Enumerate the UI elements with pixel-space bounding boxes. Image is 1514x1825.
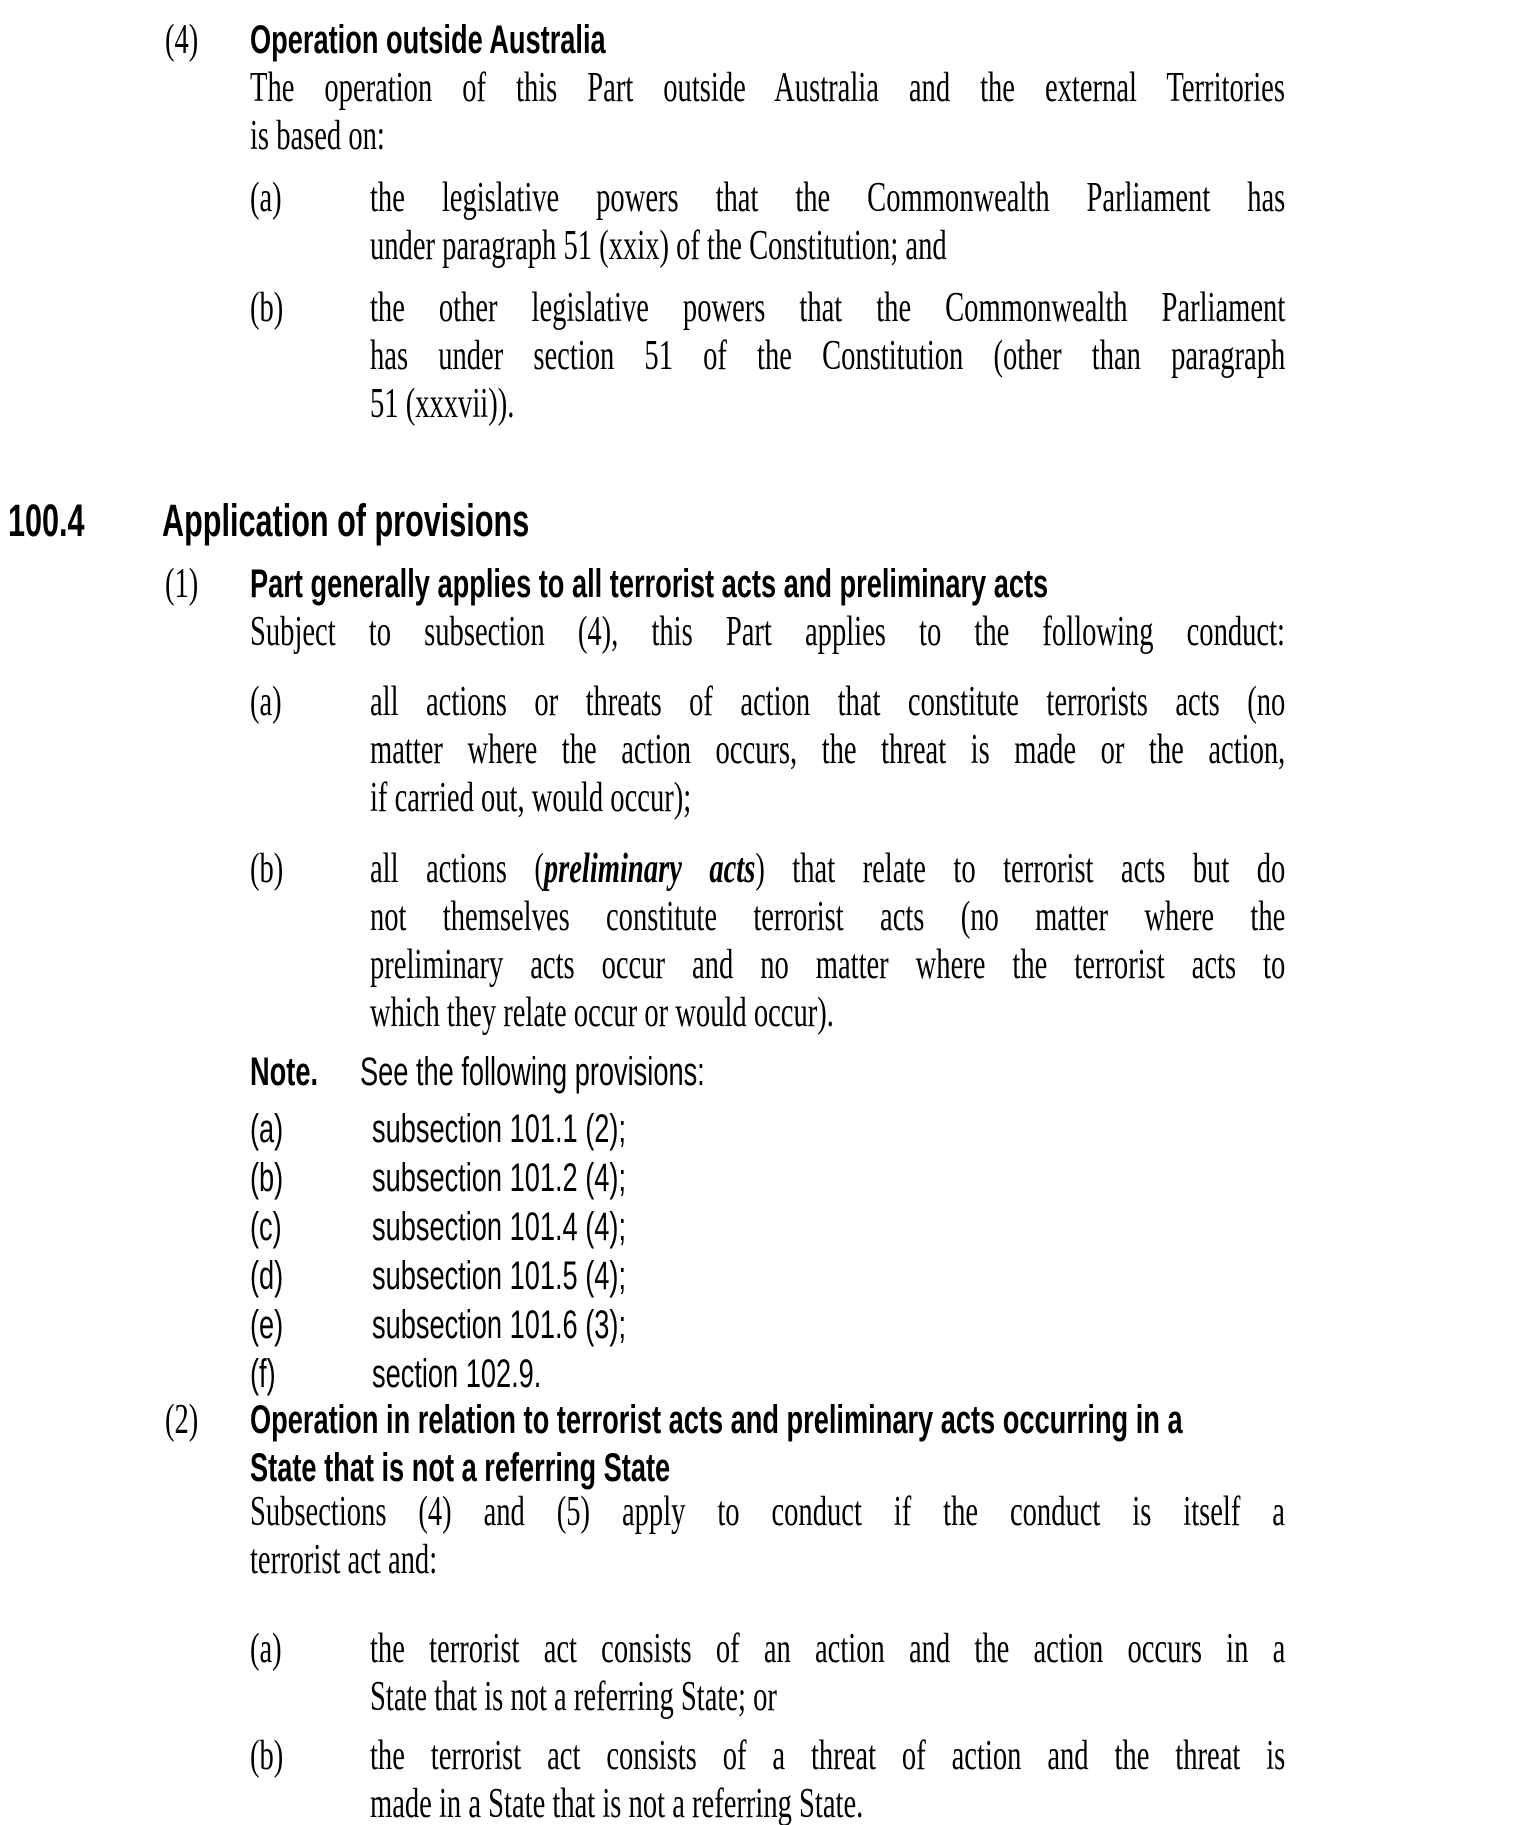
text-segment: all actions ( [370,846,544,892]
subsection-2-marker: (2) [165,1397,199,1443]
paragraph-line: under paragraph 51 (xxix) of the Constitution; and [370,223,947,269]
subsection-2-item-a-text [370,1625,1285,1721]
paragraph-line: preliminary acts occur and no matter where the terrorist acts to [370,942,1286,988]
note-item-text: subsection 101.5 (4); [372,1254,627,1298]
subsection-1-item-b-marker: (b) [250,846,284,892]
paragraph-line: is based on: [250,113,385,159]
subsection-2-body [250,1488,1285,1584]
paragraph-line: 51 (xxxvii)). [370,381,515,427]
subsection-1-body [250,608,1285,656]
note-item-marker: (f) [250,1352,276,1396]
paragraph-line: the terrorist act consists of a threat of action and the threat is [370,1733,1286,1779]
subsection-4-heading: Operation outside Australia [250,18,606,62]
section-number: 100.4 [8,495,85,546]
paragraph-line: the other legislative powers that the Commonwealth Parliament [370,285,1286,331]
note-label: Note. [250,1050,318,1094]
note-item-text: subsection 101.1 (2); [372,1107,627,1151]
heading-line: State that is not a referring State [250,1446,671,1490]
note-item-marker: (a) [250,1107,284,1151]
paragraph-line: Subject to subsection (4), this Part applies to the following conduct: [250,609,1285,655]
paragraph-line: the legislative powers that the Commonwealth Parliament has [370,175,1286,221]
subsection-1-item-b-text [370,845,1285,1037]
note-item-text: subsection 101.4 (4); [372,1205,627,1249]
subsection-1-heading: Part generally applies to all terrorist acts and preliminary acts [250,562,1049,606]
subsection-4-item-b-text [370,284,1285,428]
subsection-4-body [250,64,1285,160]
paragraph-line: State that is not a referring State; or [370,1674,777,1720]
subsection-1-marker: (1) [165,561,199,607]
subsection-4-marker: (4) [165,17,199,63]
subsection-1-item-a-text [370,678,1285,822]
paragraph-line: matter where the action occurs, the threat is made or the action, [370,727,1286,773]
subsection-4-item-b-marker: (b) [250,285,284,331]
paragraph-line: has under section 51 of the Constitution (other than paragraph [370,333,1286,379]
note-item-marker: (b) [250,1156,284,1200]
note-item-marker: (d) [250,1254,284,1298]
subsection-2-heading [250,1396,1285,1492]
note-item-marker: (c) [250,1205,282,1249]
paragraph-line: terrorist act and: [250,1537,438,1583]
paragraph-line [370,845,1285,893]
section-title: Application of provisions [162,495,530,546]
note-item-text: subsection 101.2 (4); [372,1156,627,1200]
paragraph-line: the terrorist act consists of an action and the action occurs in a [370,1626,1286,1672]
note-intro: See the following provisions: [360,1050,705,1094]
defined-term-preliminary-acts: preliminary acts [543,846,756,892]
paragraph-line: if carried out, would occur); [370,775,692,821]
subsection-2-item-b-marker: (b) [250,1733,284,1779]
paragraph-line: The operation of this Part outside Australia and the external Territories [250,65,1285,111]
subsection-1-item-a-marker: (a) [250,679,282,725]
subsection-4-item-a-marker: (a) [250,175,282,221]
subsection-4-item-a-text [370,174,1285,270]
paragraph-line: all actions or threats of action that constitute terrorists acts (no [370,679,1286,725]
text-segment: ) that relate to terrorist acts but do [755,846,1286,892]
heading-line: Operation in relation to terrorist acts and preliminary acts occurring in a [250,1398,1183,1442]
note-item-text: section 102.9. [372,1352,542,1396]
paragraph-line: which they relate occur or would occur). [370,990,834,1036]
subsection-2-item-b-text [370,1732,1285,1825]
paragraph-line: made in a State that is not a referring State. [370,1781,864,1825]
paragraph-line: not themselves constitute terrorist acts (no matter where the [370,894,1286,940]
note-item-marker: (e) [250,1303,284,1347]
paragraph-line: Subsections (4) and (5) apply to conduct if the conduct is itself a [250,1489,1285,1535]
note-item-text: subsection 101.6 (3); [372,1303,627,1347]
subsection-2-item-a-marker: (a) [250,1626,282,1672]
